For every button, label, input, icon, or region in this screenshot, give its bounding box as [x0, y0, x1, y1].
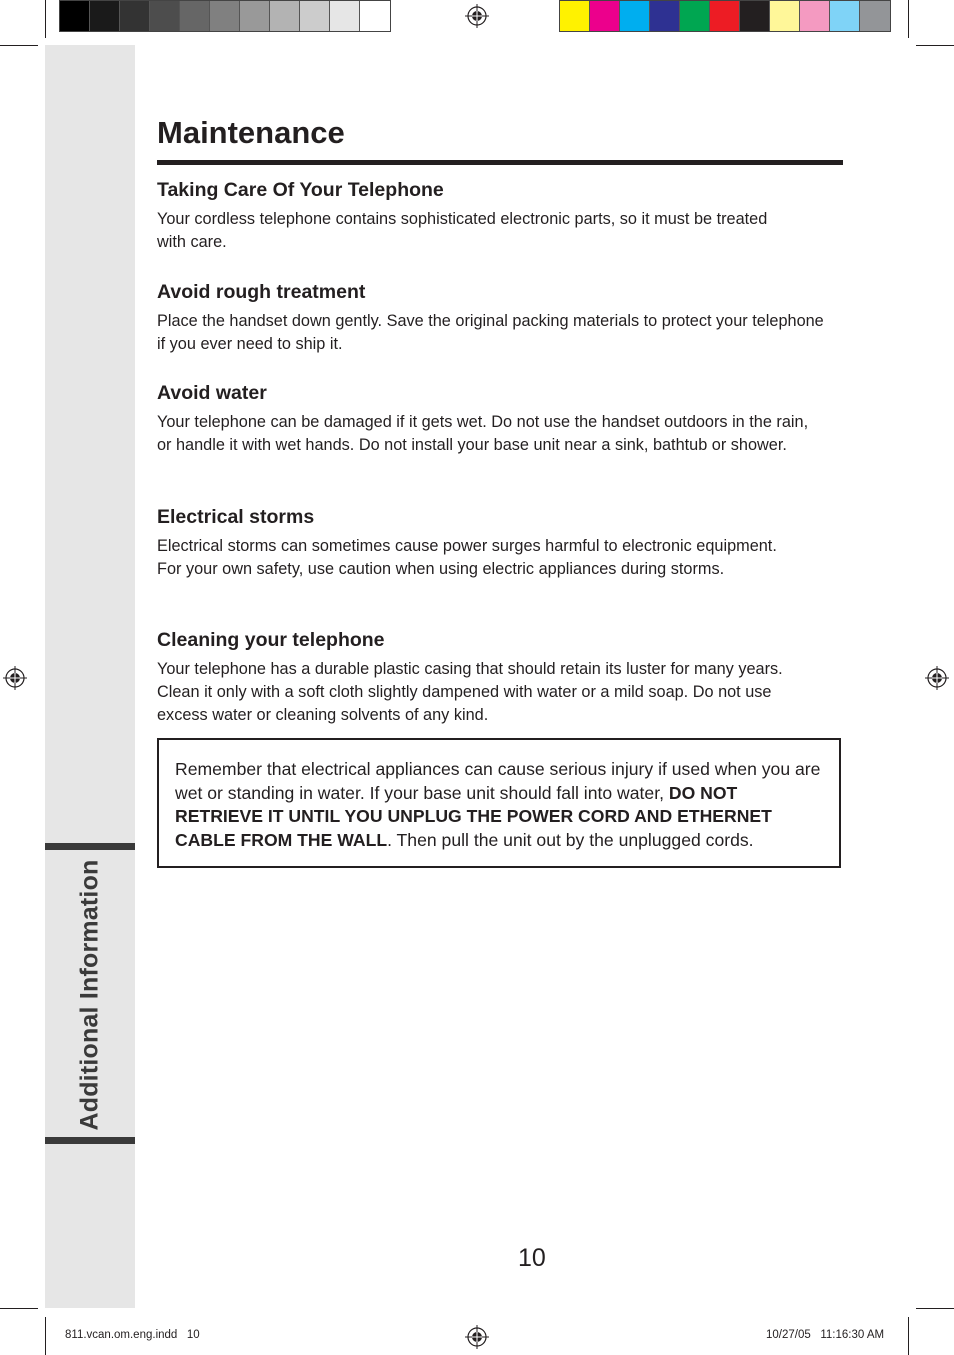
section-avoid-water	[157, 382, 837, 457]
page-title: Maintenance	[157, 115, 345, 150]
registration-target-icon	[925, 666, 949, 690]
section-heading: Cleaning your telephone	[157, 629, 385, 651]
color-swatch	[120, 1, 150, 31]
color-swatch	[710, 1, 740, 31]
registration-target-icon	[3, 666, 27, 690]
registration-target-icon	[465, 1325, 489, 1349]
color-swatch	[60, 1, 90, 31]
process-color-bar	[559, 0, 891, 32]
crop-mark	[908, 0, 909, 38]
color-swatch	[330, 1, 360, 31]
sidebar-divider-top	[45, 843, 135, 850]
section-heading: Avoid rough treatment	[157, 281, 366, 303]
color-swatch	[560, 1, 590, 31]
crop-mark	[45, 0, 46, 38]
color-swatch	[740, 1, 770, 31]
section-rough-treatment	[157, 281, 837, 356]
notice-text-end: . Then pull the unit out by the unplugged cords.	[387, 829, 754, 850]
color-swatch	[620, 1, 650, 31]
crop-mark	[0, 1308, 38, 1309]
crop-mark	[916, 45, 954, 46]
sidebar-divider-bottom	[45, 1137, 135, 1144]
notice-warning-text: DO NOT RETRIEVE IT UNTIL YOU UNPLUG THE POWER CORD AND ETHERNET CABLE FROM THE WALL	[175, 782, 772, 850]
color-swatch	[800, 1, 830, 31]
crop-mark	[45, 1317, 46, 1355]
color-swatch	[210, 1, 240, 31]
page-number: 10	[518, 1244, 546, 1272]
color-swatch	[590, 1, 620, 31]
color-swatch	[240, 1, 270, 31]
registration-target-icon	[465, 4, 489, 28]
section-heading: Avoid water	[157, 382, 267, 404]
footer-filename: 811.vcan.om.eng.indd 10	[65, 1329, 200, 1341]
section-body: Your telephone can be damaged if it gets wet. Do not use the handset outdoors in the rain, or handle it with wet hands. Do not install your base unit near a sink, bathtub or shower.	[157, 413, 809, 454]
section-electrical-storms	[157, 506, 837, 581]
color-swatch	[180, 1, 210, 31]
section-cleaning	[157, 629, 837, 727]
section-heading: Electrical storms	[157, 506, 315, 528]
safety-notice-box	[157, 738, 841, 868]
color-swatch	[270, 1, 300, 31]
section-body: Your cordless telephone contains sophisticated electronic parts, so it must be treated with care.	[157, 210, 768, 251]
section-body: Your telephone has a durable plastic casing that should retain its luster for many years. Clean it only with a soft cloth slightly dampened with water or a mild soap. Do not use excess water or cleaning solvents of any kind.	[157, 660, 783, 724]
color-swatch	[860, 1, 890, 31]
section-body: Place the handset down gently. Save the original packing materials to protect your telephone if you ever need to ship it.	[157, 312, 824, 353]
section-body: Electrical storms can sometimes cause power surges harmful to electronic equipment. For your own safety, use caution when using electric appliances during storms.	[157, 537, 777, 578]
color-swatch	[680, 1, 710, 31]
color-swatch	[300, 1, 330, 31]
title-rule	[157, 160, 843, 165]
color-swatch	[770, 1, 800, 31]
color-swatch	[830, 1, 860, 31]
crop-mark	[916, 1308, 954, 1309]
footer-timestamp: 10/27/05 11:16:30 AM	[766, 1329, 885, 1341]
color-swatch	[360, 1, 390, 31]
section-heading: Taking Care Of Your Telephone	[157, 179, 444, 201]
color-swatch	[90, 1, 120, 31]
color-swatch	[150, 1, 180, 31]
crop-mark	[0, 45, 38, 46]
section-tab-label: Additional Information	[75, 859, 104, 1131]
notice-text: Remember that electrical appliances can cause serious injury if used when you are wet or standing in water. If your base unit should fall into water,	[175, 759, 821, 803]
color-swatch	[650, 1, 680, 31]
crop-mark	[908, 1317, 909, 1355]
section-taking-care	[157, 179, 837, 254]
grayscale-color-bar	[59, 0, 391, 32]
